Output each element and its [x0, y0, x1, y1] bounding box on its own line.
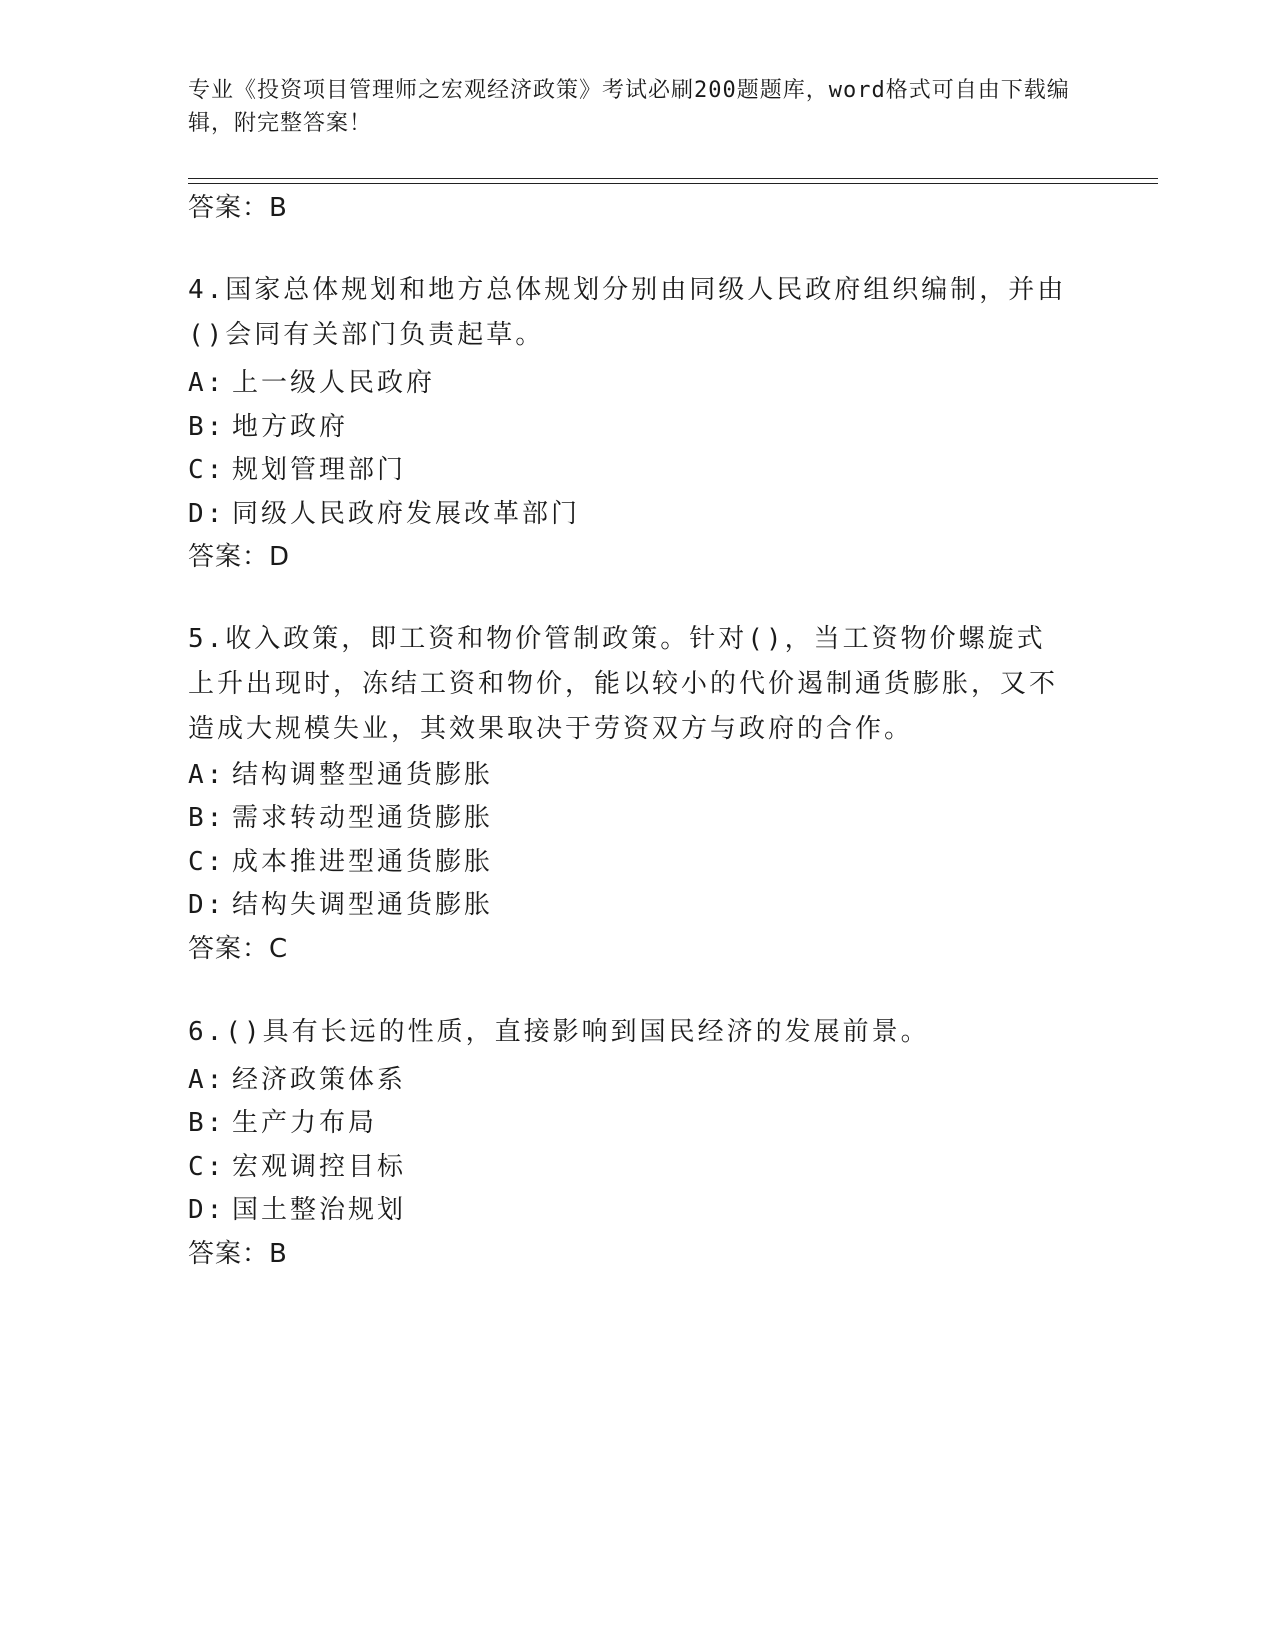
option-label: C:: [188, 847, 226, 877]
question-6-option-d: [188, 1189, 406, 1226]
question-4-option-d: [188, 493, 580, 530]
question-4-answer: 答案：D: [188, 542, 291, 572]
option-label: D:: [188, 890, 226, 920]
question-6-option-a: [188, 1059, 406, 1096]
question-5-option-c: [188, 841, 493, 878]
option-text: 结构失调型通货膨胀: [232, 890, 494, 920]
option-label: B:: [188, 1108, 226, 1138]
question-4-option-c: [188, 449, 406, 486]
option-text: 成本推进型通货膨胀: [232, 847, 494, 877]
question-6-text: 6.()具有长远的性质，直接影响到国民经济的发展前景。: [188, 1017, 930, 1047]
option-text: 规划管理部门: [232, 455, 407, 485]
option-label: C:: [188, 455, 226, 485]
question-6-answer: 答案：B: [188, 1239, 288, 1269]
question-4-option-b: [188, 406, 348, 443]
option-label: A:: [188, 1065, 226, 1095]
question-4-text: 4.国家总体规划和地方总体规划分别由同级人民政府组织编制，并由()会同有关部门负责起草。: [188, 275, 1067, 350]
option-text: 上一级人民政府: [232, 368, 436, 398]
question-5-option-a: [188, 754, 493, 791]
option-text: 经济政策体系: [232, 1065, 407, 1095]
question-5-option-b: [188, 797, 493, 834]
option-text: 国土整治规划: [232, 1195, 407, 1225]
question-5-text: 5.收入政策，即工资和物价管制政策。针对()，当工资物价螺旋式上升出现时，冻结工资和物价，能以较小的代价遏制通货膨胀，又不造成大规模失业，其效果取决于劳资双方与政府的合作。: [188, 624, 1059, 744]
option-text: 结构调整型通货膨胀: [232, 760, 494, 790]
option-text: 同级人民政府发展改革部门: [232, 499, 581, 529]
option-label: B:: [188, 412, 226, 442]
option-label: D:: [188, 1195, 226, 1225]
option-label: C:: [188, 1152, 226, 1182]
question-6-option-c: [188, 1146, 406, 1183]
answer-previous: 答案：B: [188, 193, 288, 223]
option-text: 地方政府: [232, 412, 349, 442]
document-header: 专业《投资项目管理师之宏观经济政策》考试必刷200题题库，word格式可自由下载编辑，附完整答案！: [188, 78, 1070, 136]
question-4-option-a: [188, 362, 435, 399]
option-label: B:: [188, 803, 226, 833]
option-label: A:: [188, 368, 226, 398]
header-divider-top: [188, 178, 1158, 179]
question-6-option-b: [188, 1102, 377, 1139]
header-divider-bottom: [188, 183, 1158, 184]
question-5-option-d: [188, 884, 493, 921]
option-text: 生产力布局: [232, 1108, 378, 1138]
question-5-answer: 答案：C: [188, 934, 289, 964]
option-text: 需求转动型通货膨胀: [232, 803, 494, 833]
option-label: A:: [188, 760, 226, 790]
option-text: 宏观调控目标: [232, 1152, 407, 1182]
option-label: D:: [188, 499, 226, 529]
